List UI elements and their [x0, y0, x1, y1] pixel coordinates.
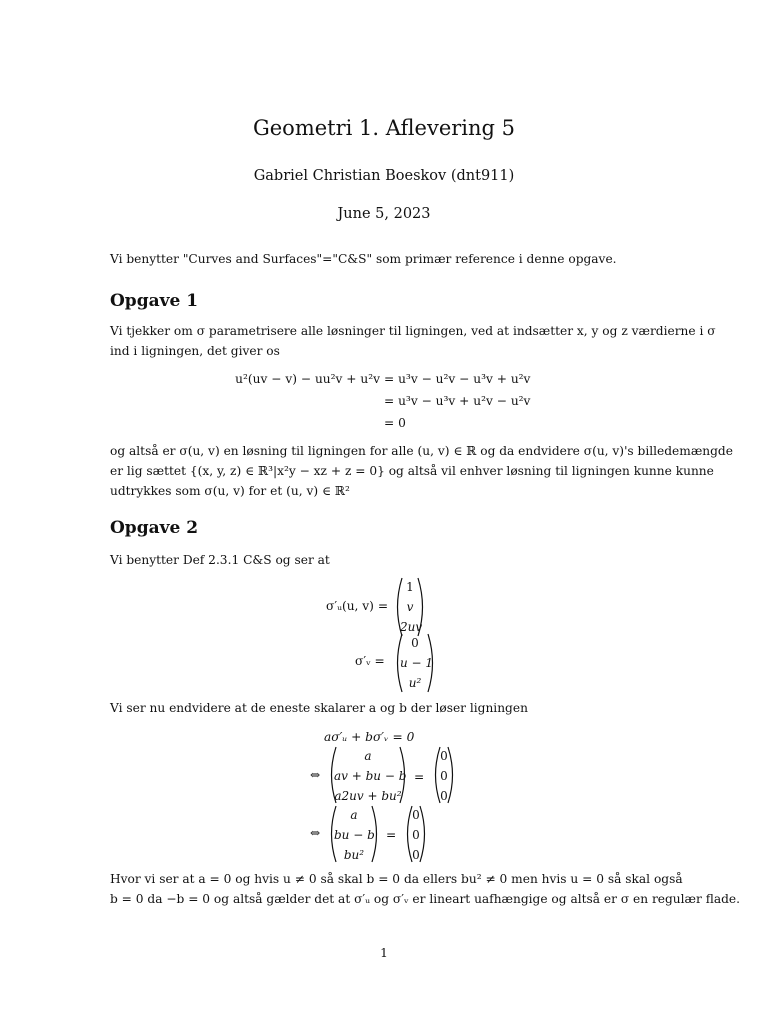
section-heading-opgave-1: Opgave 1	[110, 291, 199, 311]
equals-sign: =	[414, 770, 425, 784]
iff-symbol: ⇔	[310, 768, 321, 782]
right-paren-icon	[398, 746, 410, 804]
page-number: 1	[380, 946, 388, 960]
vector-a-entries	[334, 746, 407, 806]
vector-entry: 0	[440, 769, 448, 783]
vector-entry: a	[350, 808, 358, 822]
vector-entry: bu − b	[334, 828, 375, 842]
linear-combination-equation: aσ′ᵤ + bσ′ᵥ = 0	[324, 730, 415, 744]
vector-entry: 0	[440, 749, 448, 763]
opgave-2-paragraph-2: Vi ser nu endvidere at de eneste skalarer a og b der løser ligningen	[110, 701, 528, 715]
right-paren-icon	[416, 577, 428, 637]
sigma-u-label: σ′ᵤ(u, v) =	[326, 599, 389, 613]
opgave-1-paragraph-1-line: ind i ligningen, det giver os	[110, 344, 280, 358]
right-paren-icon	[426, 633, 438, 693]
opgave-1-paragraph-2-line: udtrykkes som σ(u, v) for et (u, v) ∈ ℝ²	[110, 484, 350, 498]
opgave-2-paragraph-1: Vi benytter Def 2.3.1 C&S og ser at	[110, 553, 330, 567]
vector-entry: 0	[412, 808, 420, 822]
equation-1-rhs-line-3: = 0	[384, 416, 406, 430]
vector-b	[326, 805, 382, 863]
right-paren-icon	[446, 746, 458, 804]
vector-entry: a2uv + bu²	[334, 789, 402, 803]
zero-vector	[430, 746, 458, 804]
right-paren-icon	[370, 805, 382, 863]
sigma-v-vector	[392, 633, 438, 693]
opgave-2-paragraph-3-line: Hvor vi ser at a = 0 og hvis u ≠ 0 så skal b = 0 da ellers bu² ≠ 0 men hvis u = 0 så skal også	[110, 872, 683, 886]
right-paren-icon	[418, 805, 430, 863]
sigma-u-vector	[392, 577, 428, 637]
equation-1-lhs: u²(uv − v) − uu²v + u²v	[235, 372, 380, 386]
opgave-1-paragraph-2-line: og altså er σ(u, v) en løsning til ligningen for alle (u, v) ∈ ℝ og da endvidere σ(u, v)'s billedemængde	[110, 444, 733, 458]
opgave-2-paragraph-3	[110, 869, 740, 909]
opgave-1-paragraph-1-line: Vi tjekker om σ parametrisere alle løsninger til ligningen, ved at indsætter x, y og z værdierne i σ	[110, 324, 716, 338]
vector-entry: u²	[408, 676, 422, 690]
vector-entry: av + bu − b	[334, 769, 407, 783]
opgave-1-paragraph-2	[110, 441, 733, 501]
opgave-2-paragraph-3-line: b = 0 da −b = 0 og altså gælder det at σ′ᵤ og σ′ᵥ er lineart uafhængige og altså er σ en regulær flade.	[110, 892, 740, 906]
vector-entry: 1	[406, 580, 414, 594]
opgave-1-paragraph-2-line: er lig sættet {(x, y, z) ∈ ℝ³|x²y − xz + z = 0} og altså vil enhver løsning til ligningen kunne kunne	[110, 464, 714, 478]
vector-entry: a	[364, 749, 372, 763]
equals-sign: =	[386, 828, 397, 842]
vector-entry: 0	[440, 789, 448, 803]
author-line: Gabriel Christian Boeskov (dnt911)	[253, 168, 515, 184]
iff-symbol: ⇔	[310, 826, 321, 840]
intro-paragraph: Vi benytter "Curves and Surfaces"="C&S" som primær reference i denne opgave.	[110, 252, 617, 266]
date-line: June 5, 2023	[337, 206, 431, 222]
sigma-v-label: σ′ᵥ =	[355, 654, 385, 668]
vector-entry: 0	[412, 848, 420, 862]
section-heading-opgave-2: Opgave 2	[110, 518, 199, 538]
vector-entry: u − 1	[400, 656, 434, 670]
vector-entry: 0	[411, 636, 419, 650]
equation-1-rhs-line-1: = u³v − u²v − u³v + u²v	[384, 372, 531, 386]
vector-entry: v	[406, 600, 414, 614]
vector-entry: 0	[412, 828, 420, 842]
zero-vector	[402, 805, 430, 863]
vector-b-entries	[334, 805, 374, 865]
equation-1-rhs-line-2: = u³v − u³v + u²v − u²v	[384, 394, 531, 408]
vector-entry: bu²	[343, 848, 365, 862]
vector-a	[326, 746, 410, 804]
document-title: Geometri 1. Aflevering 5	[252, 116, 516, 140]
opgave-1-paragraph-1	[110, 321, 716, 361]
vector-entry: 2uv	[400, 620, 423, 634]
